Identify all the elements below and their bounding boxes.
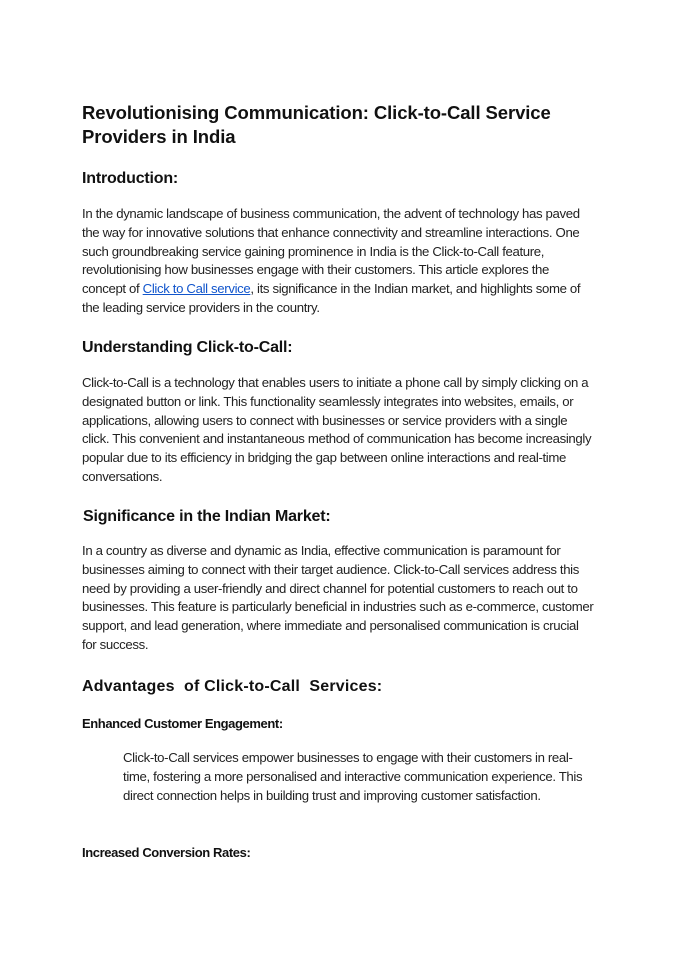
conversion-subheading: Increased Conversion Rates:	[82, 845, 251, 860]
click-to-call-link[interactable]: Click to Call service	[142, 281, 251, 297]
engagement-subheading: Enhanced Customer Engagement:	[82, 716, 283, 731]
introduction-text-end: , its significance in the Indian market, and highlights some of the leading service providers in the country.	[82, 281, 581, 315]
introduction-text-start: In the dynamic landscape of business communication, the advent of technology has paved the way for innovative solutions that enhance connectivity and streamline interactions. One such groundbreaking service gaining prominence in India is the Click-to-Call feature, revolutionising how businesses engage with their customers. This article explores the concept of	[82, 206, 580, 297]
significance-heading: Significance in the Indian Market:	[83, 508, 331, 525]
document-title: Revolutionising Communication: Click-to-Call Service Providers in India	[82, 102, 551, 147]
understanding-heading: Understanding Click-to-Call:	[82, 339, 293, 356]
understanding-paragraph: Click-to-Call is a technology that enables users to initiate a phone call by simply clicking on a designated button or link. This functionality seamlessly integrates into websites, emails, or applications, allowing users to connect with businesses or service providers with a single click. This convenient and instantaneous method of communication has become increasingly popular due to its efficiency in bridging the gap between online interactions and real-time conversations.	[82, 375, 592, 484]
significance-paragraph: In a country as diverse and dynamic as India, effective communication is paramount for businesses aiming to connect with their target audience. Click-to-Call services address this need by providing a user-friendly and direct channel for potential customers to reach out to businesses. This feature is particularly beneficial in industries such as e-commerce, customer support, and lead generation, where immediate and personalised communication is crucial for success.	[82, 543, 594, 652]
engagement-paragraph: Click-to-Call services empower businesses to engage with their customers in real-time, fostering a more personalised and interactive communication experience. This direct connection helps in building trust and improving customer satisfaction.	[123, 750, 583, 803]
introduction-heading: Introduction:	[82, 170, 179, 187]
introduction-paragraph	[82, 205, 594, 318]
advantages-heading: Advantages of Click-to-Call Services:	[82, 678, 383, 695]
